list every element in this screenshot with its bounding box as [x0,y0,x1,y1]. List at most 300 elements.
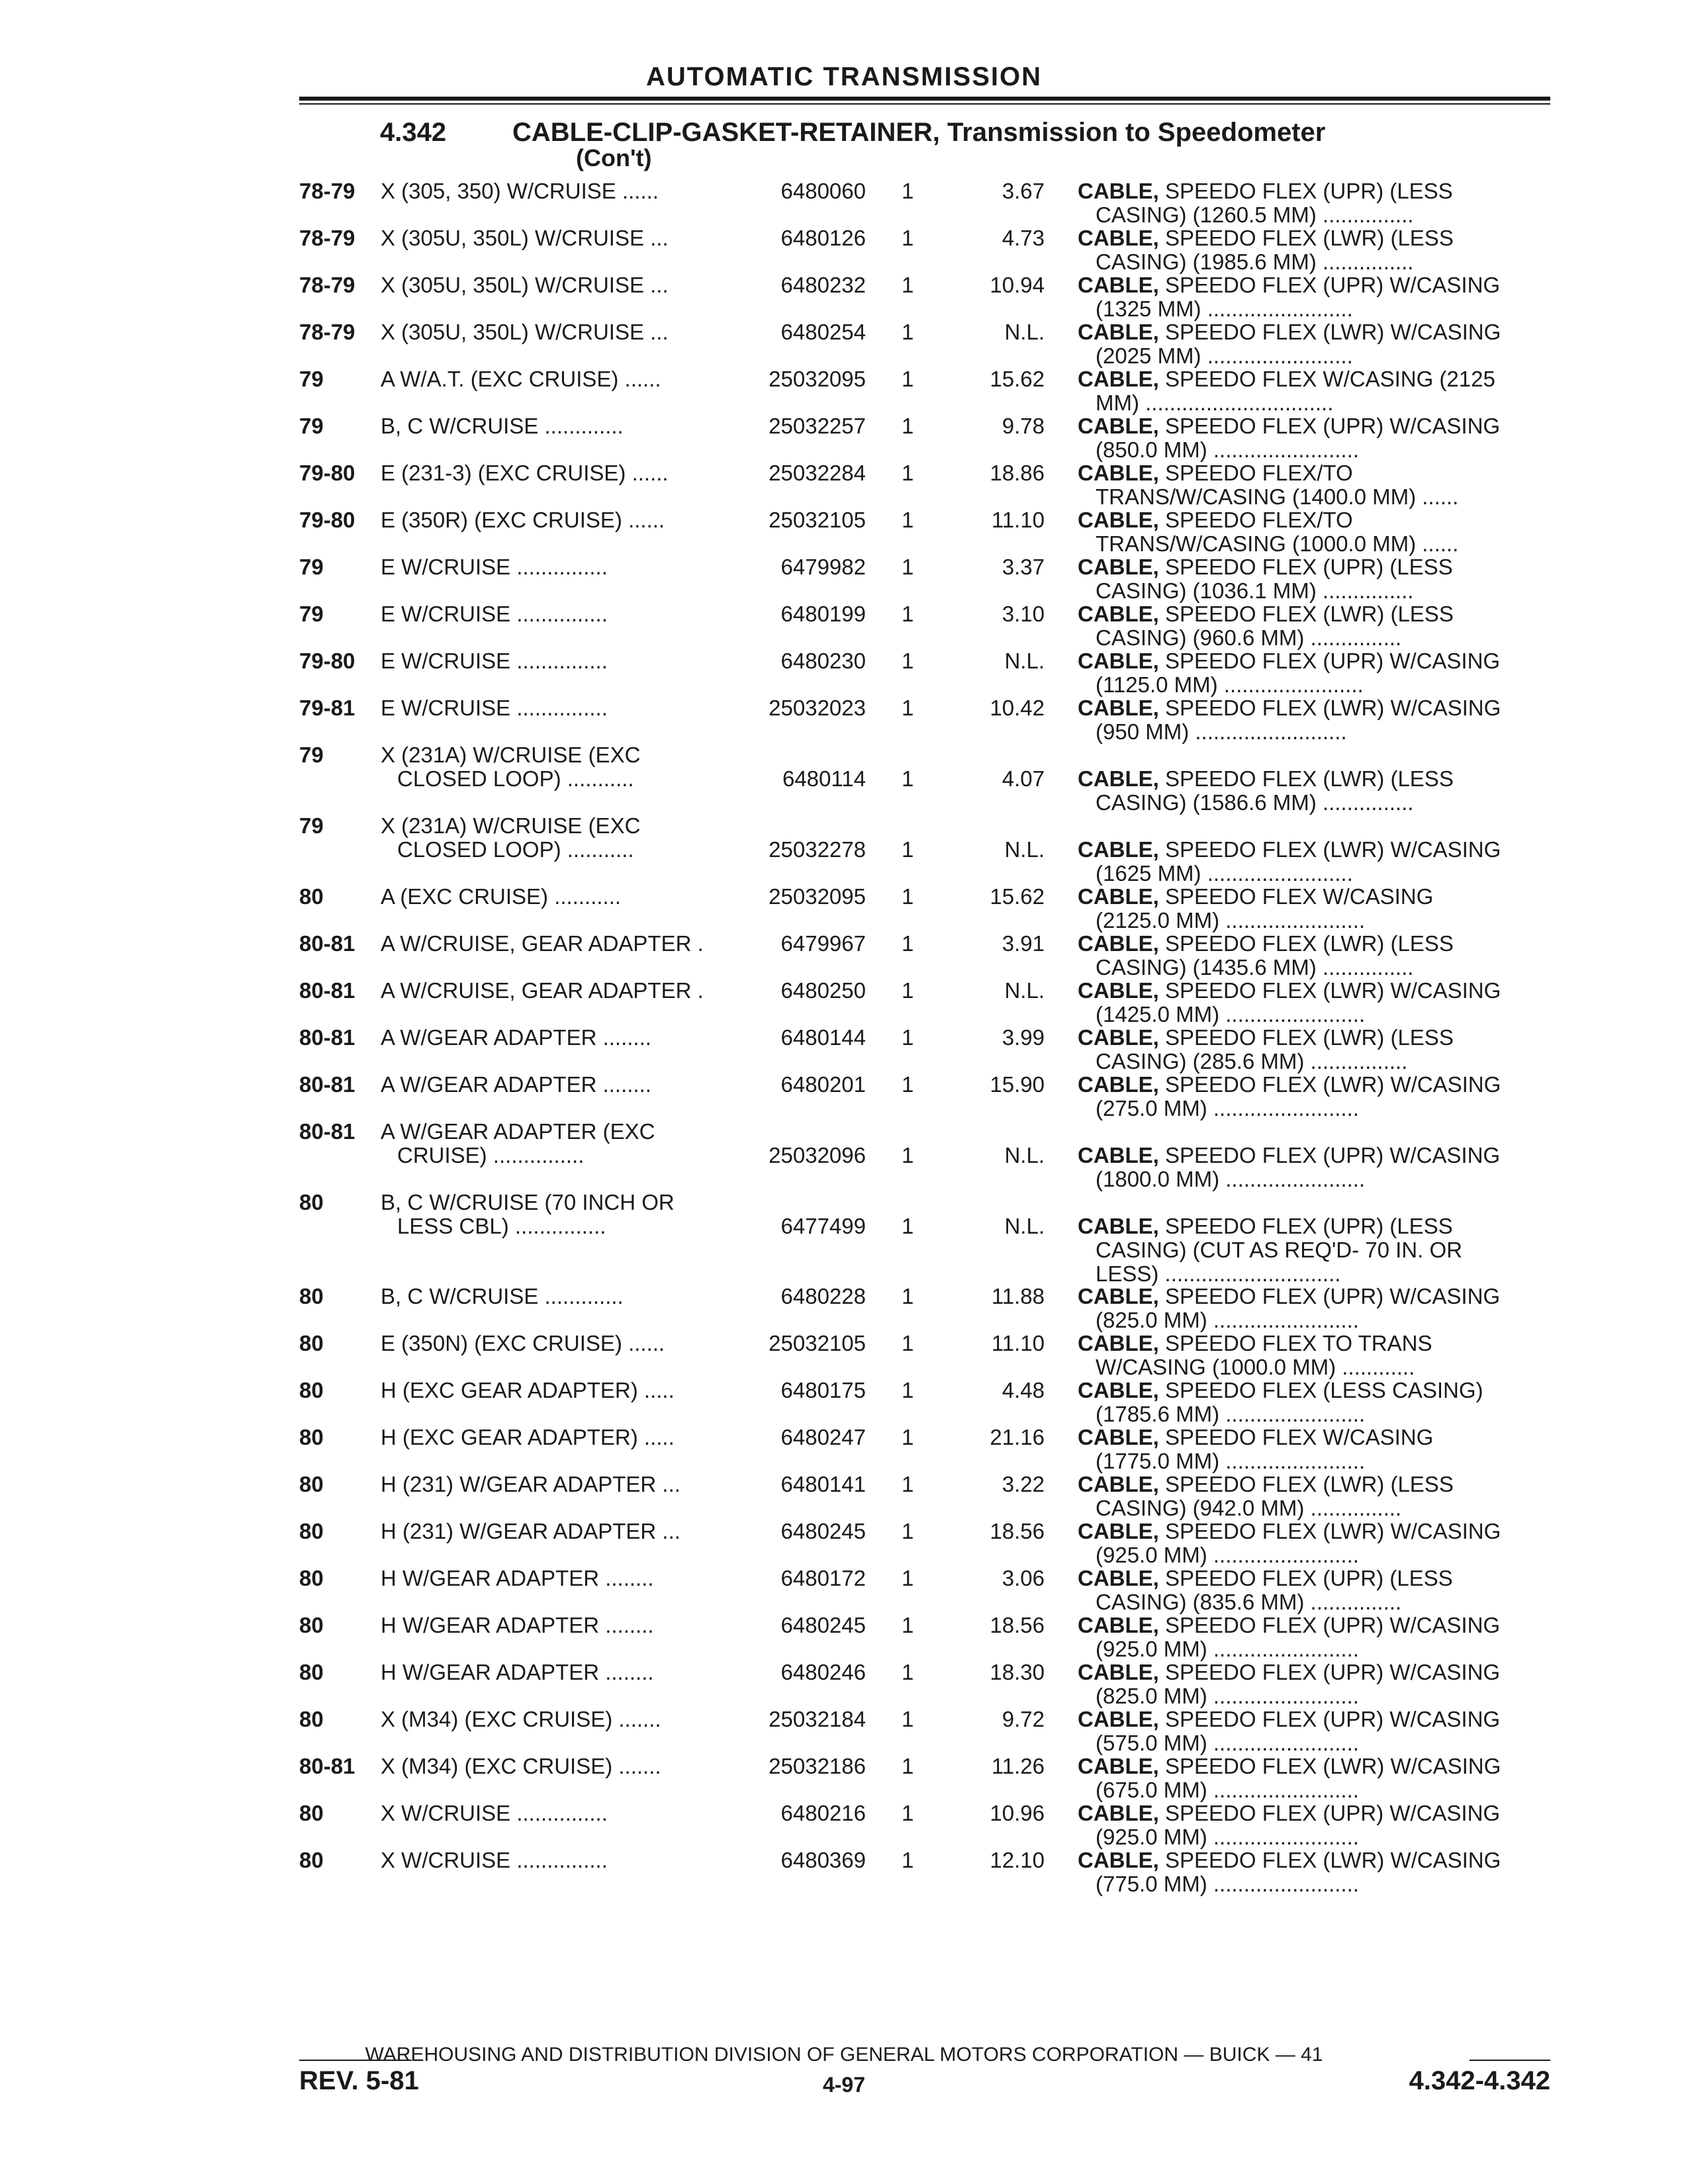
cell-desc-line2: TRANS/W/CASING (1000.0 MM) ...... [1096,531,1459,556]
cell-desc-line1 [1078,1378,1483,1402]
cell-year: 80-81 [299,1754,355,1778]
cell-part: 6480216 [780,1801,866,1825]
cell-desc-text: SPEEDO FLEX (UPR) (LESS [1165,555,1453,579]
cell-desc-text: SPEEDO FLEX (UPR) W/CASING [1165,1707,1501,1731]
cell-desc-line1 [1078,1072,1501,1097]
cell-desc-text: SPEEDO FLEX (LWR) (LESS [1165,766,1454,791]
cell-price: 15.62 [990,367,1045,391]
cell-desc-text: SPEEDO FLEX (LWR) W/CASING [1165,696,1501,720]
cell-year: 80-81 [299,978,355,1003]
cell-price: 10.42 [990,696,1045,720]
cell-part: 6480246 [780,1660,866,1684]
cell-desc-text: SPEEDO FLEX (UPR) W/CASING [1165,649,1501,673]
cell-desc-keyword: CABLE, [1078,1284,1159,1308]
cell-qty: 1 [902,1214,914,1238]
cell-desc-keyword: CABLE, [1078,367,1159,391]
cell-qty: 1 [902,1519,914,1543]
cell-part: 6480245 [780,1519,866,1543]
cell-desc-text: SPEEDO FLEX (LWR) W/CASING [1165,1519,1501,1543]
cell-desc-line2: (2025 MM) ........................ [1096,343,1353,368]
cell-desc-text: SPEEDO FLEX W/CASING [1165,1425,1434,1449]
cell-desc-line1 [1078,414,1500,438]
cell-desc-text: SPEEDO FLEX (LWR) W/CASING [1165,320,1501,344]
cell-year: 79-80 [299,461,355,485]
cell-app: H (231) W/GEAR ADAPTER ... [381,1472,680,1496]
cell-desc-keyword: CABLE, [1078,1613,1159,1637]
cell-desc-keyword: CABLE, [1078,1143,1159,1167]
cell-desc-line1 [1078,837,1501,862]
cell-desc-line1 [1078,508,1353,532]
cell-year: 78-79 [299,273,355,297]
cell-desc-line3: LESS) ............................. [1096,1261,1341,1286]
cell-app: E W/CRUISE ............... [381,555,608,579]
cell-desc-keyword: CABLE, [1078,884,1159,909]
cell-price: 11.26 [991,1754,1045,1778]
footer-page-number: 4-97 [822,2073,866,2097]
cell-desc-line2: (1125.0 MM) ....................... [1096,672,1364,697]
cell-qty: 1 [902,837,914,862]
cell-app: A W/CRUISE, GEAR ADAPTER . [381,978,704,1003]
cell-price: 10.94 [990,273,1045,297]
cell-desc-keyword: CABLE, [1078,766,1159,791]
section-title-caps: CABLE-CLIP-GASKET-RETAINER, [512,118,940,147]
cell-price: 21.16 [990,1425,1045,1449]
cell-desc-line1 [1078,461,1353,485]
cell-qty: 1 [902,1378,914,1402]
cell-desc-line2: (1425.0 MM) ....................... [1096,1002,1366,1026]
cell-desc-line1 [1078,1143,1500,1167]
cell-desc-keyword: CABLE, [1078,602,1159,626]
cell-price: 18.86 [990,461,1045,485]
cell-desc-line2: CASING) (1260.5 MM) ............... [1096,203,1414,227]
cell-price: 15.90 [990,1072,1045,1097]
cell-desc-line2: (850.0 MM) ........................ [1096,437,1359,462]
cell-qty: 1 [902,1613,914,1637]
cell-part: 6480254 [780,320,866,344]
cell-year: 80 [299,1519,324,1543]
cell-app: E W/CRUISE ............... [381,602,608,626]
cell-part: 6480126 [780,226,866,250]
cell-desc-line1 [1078,1848,1501,1872]
cell-price: 9.72 [1002,1707,1045,1731]
cell-desc-line1 [1078,1707,1500,1731]
cell-part: 6480228 [780,1284,866,1308]
cell-desc-line1 [1078,1754,1501,1778]
cell-year: 80-81 [299,1072,355,1097]
cell-app: X (305, 350) W/CRUISE ...... [381,179,659,203]
cell-part: 6480245 [780,1613,866,1637]
cell-year: 80 [299,1425,324,1449]
cell-desc-keyword: CABLE, [1078,1848,1159,1872]
cell-desc-keyword: CABLE, [1078,1214,1159,1238]
cell-qty: 1 [902,1143,914,1167]
cell-desc-keyword: CABLE, [1078,649,1159,673]
cell-part: 25032095 [769,367,866,391]
cell-qty: 1 [902,1072,914,1097]
cell-desc-text: SPEEDO FLEX (LWR) W/CASING [1165,1754,1501,1778]
cell-app: B, C W/CRUISE ............. [381,414,624,438]
cell-part: 6480141 [780,1472,866,1496]
cell-year: 80-81 [299,1119,355,1144]
cell-desc-line1 [1078,766,1454,791]
cell-desc-keyword: CABLE, [1078,696,1159,720]
cell-app: H (EXC GEAR ADAPTER) ..... [381,1378,675,1402]
cell-desc-keyword: CABLE, [1078,1378,1159,1402]
cell-app: E W/CRUISE ............... [381,696,608,720]
cell-price: 18.30 [990,1660,1045,1684]
header-rule-thin [299,103,1550,105]
cell-desc-line2: (1625 MM) ........................ [1096,861,1353,886]
cell-desc-line1 [1078,1425,1433,1449]
cell-part: 6480230 [780,649,866,673]
cell-qty: 1 [902,931,914,956]
cell-desc-text: SPEEDO FLEX (UPR) W/CASING [1165,1613,1501,1637]
cell-qty: 1 [902,461,914,485]
cell-year: 80 [299,1613,324,1637]
cell-desc-text: SPEEDO FLEX (LWR) (LESS [1165,931,1454,956]
cell-app2: CRUISE) ............... [397,1143,585,1167]
cell-desc-keyword: CABLE, [1078,179,1159,203]
cell-price: 12.10 [990,1848,1045,1872]
cell-year: 78-79 [299,320,355,344]
cell-qty: 1 [902,1425,914,1449]
cell-price: 3.91 [1002,931,1045,956]
cell-desc-line2: (825.0 MM) ........................ [1096,1684,1359,1708]
cell-year: 79-80 [299,649,355,673]
cell-desc-text: SPEEDO FLEX (UPR) W/CASING [1165,1660,1501,1684]
cell-desc-line2: CASING) (1985.6 MM) ............... [1096,250,1414,274]
cell-part: 6480199 [780,602,866,626]
cell-desc-text: SPEEDO FLEX (LWR) (LESS [1165,1472,1454,1496]
cell-qty: 1 [902,367,914,391]
cell-app: X W/CRUISE ............... [381,1801,608,1825]
footer-revision: REV. 5-81 [299,2066,419,2095]
cell-desc-keyword: CABLE, [1078,1331,1159,1355]
cell-part: 25032096 [769,1143,866,1167]
cell-desc-line1 [1078,649,1500,673]
cell-desc-line2: (575.0 MM) ........................ [1096,1731,1359,1755]
footer-section-ref: 4.342-4.342 [1409,2066,1550,2095]
cell-price: 9.78 [1002,414,1045,438]
cell-qty: 1 [902,508,914,532]
cell-year: 80 [299,1472,324,1496]
cell-desc-line1 [1078,1472,1454,1496]
cell-year: 79 [299,602,324,626]
cell-price: 3.37 [1002,555,1045,579]
cell-year: 79 [299,414,324,438]
cell-qty: 1 [902,1025,914,1050]
cell-app: E (231-3) (EXC CRUISE) ...... [381,461,669,485]
cell-desc-text: SPEEDO FLEX (UPR) (LESS [1165,179,1453,203]
cell-desc-keyword: CABLE, [1078,555,1159,579]
cell-price: 11.88 [991,1284,1045,1308]
cell-app: A W/A.T. (EXC CRUISE) ...... [381,367,661,391]
cell-year: 78-79 [299,226,355,250]
cell-year: 80 [299,1190,324,1214]
footer-division: WAREHOUSING AND DISTRIBUTION DIVISION OF GENERAL MOTORS CORPORATION — BUICK — 41 [365,2044,1323,2066]
cell-desc-line1 [1078,884,1433,909]
cell-desc-text: SPEEDO FLEX (UPR) W/CASING [1165,1284,1501,1308]
cell-desc-line2: (775.0 MM) ........................ [1096,1872,1359,1896]
cell-app: X (305U, 350L) W/CRUISE ... [381,320,669,344]
cell-qty: 1 [902,1472,914,1496]
cell-desc-line1 [1078,320,1501,344]
cell-price: 18.56 [990,1519,1045,1543]
cell-price: 3.99 [1002,1025,1045,1050]
cell-desc-line1 [1078,1566,1453,1590]
cell-year: 79 [299,813,324,838]
cell-desc-keyword: CABLE, [1078,508,1159,532]
cell-part: 25032105 [769,508,866,532]
cell-desc-text: SPEEDO FLEX TO TRANS [1165,1331,1432,1355]
cell-desc-line1 [1078,367,1495,391]
cell-desc-text: SPEEDO FLEX (UPR) W/CASING [1165,1143,1501,1167]
cell-price: N.L. [1004,1143,1045,1167]
cell-desc-text: SPEEDO FLEX (UPR) W/CASING [1165,273,1501,297]
cell-year: 79 [299,555,324,579]
cell-desc-keyword: CABLE, [1078,1425,1159,1449]
cell-qty: 1 [902,1284,914,1308]
cell-app: H (EXC GEAR ADAPTER) ..... [381,1425,675,1449]
cell-app: A W/GEAR ADAPTER ........ [381,1072,651,1097]
cell-desc-text: SPEEDO FLEX (LWR) (LESS [1165,226,1454,250]
cell-part: 25032284 [769,461,866,485]
cell-part: 25032095 [769,884,866,909]
cell-desc-text: SPEEDO FLEX W/CASING (2125 [1165,367,1495,391]
cell-desc-keyword: CABLE, [1078,414,1159,438]
cell-qty: 1 [902,649,914,673]
cell-desc-keyword: CABLE, [1078,837,1159,862]
cell-desc-line2: (925.0 MM) ........................ [1096,1637,1359,1661]
cell-price: 18.56 [990,1613,1045,1637]
cell-part: 6480114 [782,766,866,791]
cell-qty: 1 [902,555,914,579]
cell-year: 79-80 [299,508,355,532]
cell-desc-line2: (1775.0 MM) ....................... [1096,1449,1366,1473]
cell-app: H W/GEAR ADAPTER ........ [381,1613,654,1637]
cell-desc-line2: (950 MM) ......................... [1096,719,1347,744]
cell-qty: 1 [902,696,914,720]
cell-year: 80 [299,1848,324,1872]
cell-desc-keyword: CABLE, [1078,226,1159,250]
cell-desc-keyword: CABLE, [1078,978,1159,1003]
cell-desc-keyword: CABLE, [1078,273,1159,297]
cell-app: A W/CRUISE, GEAR ADAPTER . [381,931,704,956]
cell-app: B, C W/CRUISE (70 INCH OR [381,1190,675,1214]
cell-app: X W/CRUISE ............... [381,1848,608,1872]
cell-part: 6480250 [780,978,866,1003]
cell-qty: 1 [902,766,914,791]
cell-part: 25032257 [769,414,866,438]
cell-price: 11.10 [991,1331,1045,1355]
cell-qty: 1 [902,226,914,250]
cell-part: 6480201 [780,1072,866,1097]
cell-year: 79 [299,367,324,391]
cell-year: 80-81 [299,1025,355,1050]
cell-qty: 1 [902,978,914,1003]
cell-desc-line2: (925.0 MM) ........................ [1096,1825,1359,1849]
cell-desc-line2: CASING) (1435.6 MM) ............... [1096,955,1414,979]
cell-desc-keyword: CABLE, [1078,1519,1159,1543]
cell-part: 6480247 [780,1425,866,1449]
cell-part: 6480369 [780,1848,866,1872]
cell-desc-text: SPEEDO FLEX (UPR) W/CASING [1165,1801,1501,1825]
cell-desc-line1 [1078,931,1454,956]
cell-qty: 1 [902,1754,914,1778]
cell-desc-line1 [1078,273,1500,297]
cell-price: 4.48 [1002,1378,1045,1402]
cell-desc-keyword: CABLE, [1078,461,1159,485]
cell-desc-line1 [1078,555,1453,579]
cell-app: X (M34) (EXC CRUISE) ....... [381,1707,661,1731]
page-header-title: AUTOMATIC TRANSMISSION [645,62,1043,91]
cell-part: 6480175 [780,1378,866,1402]
cell-desc-keyword: CABLE, [1078,1754,1159,1778]
cell-qty: 1 [902,1848,914,1872]
cell-qty: 1 [902,179,914,203]
cell-app: X (231A) W/CRUISE (EXC [381,813,641,838]
cell-price: N.L. [1004,649,1045,673]
cell-part: 6480144 [780,1025,866,1050]
cell-app: A W/GEAR ADAPTER (EXC [381,1119,655,1144]
cell-year: 80 [299,1660,324,1684]
cell-desc-text: SPEEDO FLEX (LWR) (LESS [1165,1025,1454,1050]
cell-desc-line2: CASING) (960.6 MM) ............... [1096,625,1402,650]
cell-year: 80 [299,884,324,909]
cell-year: 79 [299,743,324,767]
cell-desc-line1 [1078,179,1453,203]
cell-app: X (M34) (EXC CRUISE) ....... [381,1754,661,1778]
cell-app: H W/GEAR ADAPTER ........ [381,1660,654,1684]
cell-desc-text: SPEEDO FLEX/TO [1165,461,1353,485]
cell-year: 80-81 [299,931,355,956]
cell-desc-line2: CASING) (CUT AS REQ'D- 70 IN. OR [1096,1238,1462,1262]
cell-year: 80 [299,1566,324,1590]
cell-app: X (231A) W/CRUISE (EXC [381,743,641,767]
cell-desc-line1 [1078,1025,1454,1050]
cell-desc-line2: (275.0 MM) ........................ [1096,1096,1359,1120]
cell-app: H W/GEAR ADAPTER ........ [381,1566,654,1590]
cell-desc-line1 [1078,1331,1432,1355]
cell-desc-line1 [1078,1284,1500,1308]
cell-year: 80 [299,1284,324,1308]
cell-price: 3.10 [1002,602,1045,626]
section-continued: (Con't) [576,144,652,171]
cell-desc-text: SPEEDO FLEX (LESS CASING) [1165,1378,1483,1402]
cell-qty: 1 [902,1331,914,1355]
cell-desc-line1 [1078,602,1454,626]
cell-part: 6479967 [780,931,866,956]
header-rule-thick [299,97,1550,101]
cell-price: N.L. [1004,1214,1045,1238]
cell-desc-line1 [1078,696,1501,720]
cell-desc-keyword: CABLE, [1078,1072,1159,1097]
cell-price: N.L. [1004,837,1045,862]
cell-desc-text: SPEEDO FLEX (UPR) (LESS [1165,1566,1453,1590]
cell-desc-line2: (825.0 MM) ........................ [1096,1308,1359,1332]
cell-qty: 1 [902,884,914,909]
cell-part: 25032105 [769,1331,866,1355]
cell-part: 25032023 [769,696,866,720]
cell-year: 79-81 [299,696,355,720]
cell-app: X (305U, 350L) W/CRUISE ... [381,273,669,297]
cell-desc-keyword: CABLE, [1078,931,1159,956]
cell-qty: 1 [902,1801,914,1825]
cell-desc-keyword: CABLE, [1078,1707,1159,1731]
cell-price: 11.10 [991,508,1045,532]
cell-app: B, C W/CRUISE ............. [381,1284,624,1308]
cell-desc-text: SPEEDO FLEX W/CASING [1165,884,1434,909]
cell-desc-line2: CASING) (1036.1 MM) ............... [1096,578,1414,603]
cell-desc-line2: (1325 MM) ........................ [1096,296,1353,321]
cell-desc-keyword: CABLE, [1078,1025,1159,1050]
cell-part: 6480172 [780,1566,866,1590]
cell-part: 6480232 [780,273,866,297]
section-title-rest: Transmission to Speedometer [947,118,1326,147]
cell-part: 6477499 [780,1214,866,1238]
cell-price: 3.67 [1002,179,1045,203]
cell-desc-line2: TRANS/W/CASING (1400.0 MM) ...... [1096,484,1459,509]
cell-qty: 1 [902,273,914,297]
cell-desc-line2: CASING) (835.6 MM) ............... [1096,1590,1402,1614]
cell-desc-text: SPEEDO FLEX (UPR) (LESS [1165,1214,1453,1238]
cell-desc-keyword: CABLE, [1078,320,1159,344]
cell-price: N.L. [1004,320,1045,344]
cell-app: A (EXC CRUISE) ........... [381,884,622,909]
cell-app: E (350R) (EXC CRUISE) ...... [381,508,665,532]
cell-app2: CLOSED LOOP) ........... [397,837,634,862]
cell-desc-line1 [1078,978,1501,1003]
cell-desc-line2: (1800.0 MM) ....................... [1096,1167,1366,1191]
cell-year: 80 [299,1331,324,1355]
cell-desc-line1 [1078,1660,1500,1684]
cell-year: 80 [299,1378,324,1402]
cell-desc-keyword: CABLE, [1078,1566,1159,1590]
cell-desc-keyword: CABLE, [1078,1801,1159,1825]
cell-app: E W/CRUISE ............... [381,649,608,673]
cell-app: E (350N) (EXC CRUISE) ...... [381,1331,665,1355]
cell-desc-line2: (925.0 MM) ........................ [1096,1543,1359,1567]
cell-qty: 1 [902,1566,914,1590]
cell-qty: 1 [902,414,914,438]
cell-price: 3.06 [1002,1566,1045,1590]
cell-desc-line2: (2125.0 MM) ....................... [1096,908,1366,933]
cell-year: 78-79 [299,179,355,203]
cell-desc-line2: CASING) (942.0 MM) ............... [1096,1496,1402,1520]
cell-price: 15.62 [990,884,1045,909]
cell-qty: 1 [902,602,914,626]
cell-year: 80 [299,1707,324,1731]
cell-desc-line1 [1078,1613,1500,1637]
cell-app: H (231) W/GEAR ADAPTER ... [381,1519,680,1543]
section-number: 4.342 [380,118,447,147]
cell-desc-text: SPEEDO FLEX (LWR) W/CASING [1165,978,1501,1003]
cell-desc-line1 [1078,1801,1500,1825]
cell-qty: 1 [902,320,914,344]
cell-desc-line2: (1785.6 MM) ....................... [1096,1402,1366,1426]
cell-desc-line1 [1078,1214,1453,1238]
cell-qty: 1 [902,1660,914,1684]
section-heading [380,118,1325,148]
cell-desc-line1 [1078,1519,1501,1543]
cell-app2: LESS CBL) ............... [397,1214,606,1238]
cell-desc-text: SPEEDO FLEX (LWR) (LESS [1165,602,1454,626]
cell-desc-line2: (675.0 MM) ........................ [1096,1778,1359,1802]
cell-desc-line2: MM) ............................... [1096,390,1334,415]
cell-price: N.L. [1004,978,1045,1003]
cell-desc-text: SPEEDO FLEX (LWR) W/CASING [1165,837,1501,862]
cell-desc-keyword: CABLE, [1078,1472,1159,1496]
